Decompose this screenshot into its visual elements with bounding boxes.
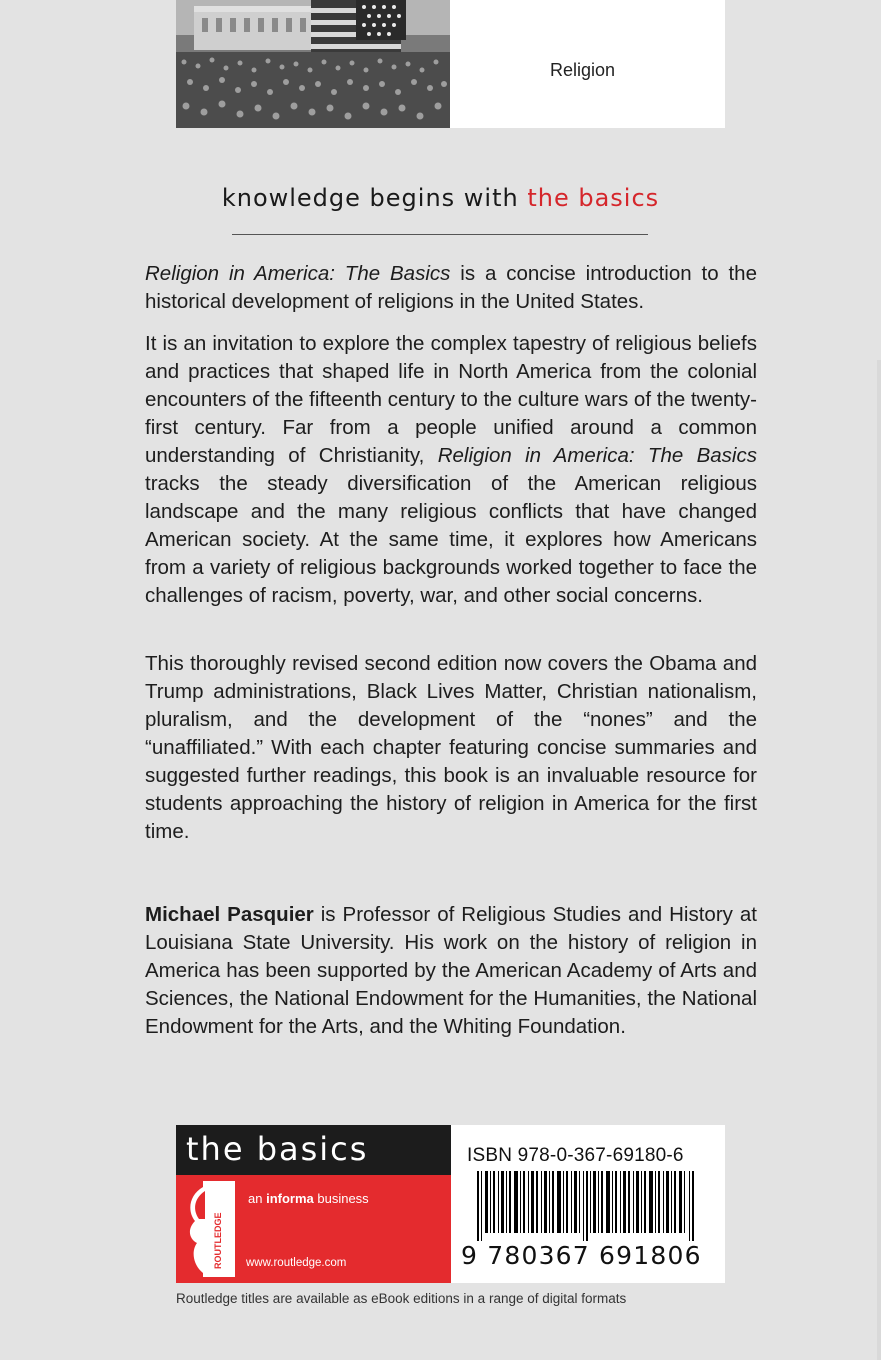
top-banner [176, 0, 725, 128]
barcode-icon [477, 1171, 699, 1241]
intro-text: is a concise introduction to the historical development of religions in the United States. [145, 262, 757, 313]
divider [232, 234, 648, 235]
barcode-panel [451, 1125, 725, 1283]
series-panel [450, 0, 725, 128]
edition-text: This thoroughly revised second edition now covers the Obama and Trump administrations, Black Lives Matter, Christian nationalism, pluralism, and the development of the “nones” and the “unaffiliated.” With each chapter featuring concise summaries and suggested further readings, this book is an invaluable resource for students approaching the history of religion in America for the first time. [145, 652, 757, 843]
author-name: Michael Pasquier [145, 903, 314, 926]
description-text-a: It is an invitation to explore the complex tapestry of religious beliefs and practices that shaped life in North America from the colonial encounters of the fifteenth century to the culture wars of the twenty-first century. Far from a people unified around a common understanding of Christianity, [145, 332, 757, 467]
author-paragraph [145, 901, 757, 1041]
routledge-logo-icon [181, 1181, 235, 1277]
isbn-label: ISBN 978-0-367-69180-6 [467, 1145, 684, 1166]
edition-paragraph [145, 650, 757, 846]
routledge-panel [176, 1175, 451, 1283]
publisher-website: www.routledge.com [246, 1257, 347, 1269]
tagline [0, 184, 881, 212]
book-title-italic-2: Religion in America: The Basics [437, 444, 757, 467]
book-title-italic: Religion in America: The Basics [145, 262, 451, 285]
description-text-b: tracks the steady diversification of the American religious landscape and the many religious conflicts that have changed American society. At the same time, it explores how Americans from a variety of religious backgrounds worked together to face the challenges of racism, poverty, war, and other social concerns. [145, 472, 757, 607]
series-brand-bar [176, 1125, 451, 1175]
tagline-lead: knowledge begins with [221, 184, 528, 212]
footer-note: Routledge titles are available as eBook editions in a range of digital formats [176, 1291, 627, 1306]
series-label: Religion [550, 60, 616, 80]
informa-tagline: an informa business [248, 1191, 369, 1206]
intro-paragraph [145, 260, 757, 316]
tagline-accent: the basics [527, 184, 660, 212]
series-brand-title: the basics [186, 1130, 369, 1168]
barcode-digits: 9 780367 691806 [461, 1241, 702, 1270]
cover-edge [877, 360, 881, 1360]
publisher-brand [176, 1125, 451, 1283]
svg-text:ROUTLEDGE: ROUTLEDGE [213, 1212, 223, 1269]
cover-photo [176, 0, 450, 128]
description-paragraph [145, 330, 757, 610]
author-bio: is Professor of Religious Studies and History at Louisiana State University. His work on the history of religion in America has been supported by the American Academy of Arts and Sciences, the National Endowment for the Humanities, the National Endowment for the Arts, and the Whiting Foundation. [145, 903, 757, 1038]
